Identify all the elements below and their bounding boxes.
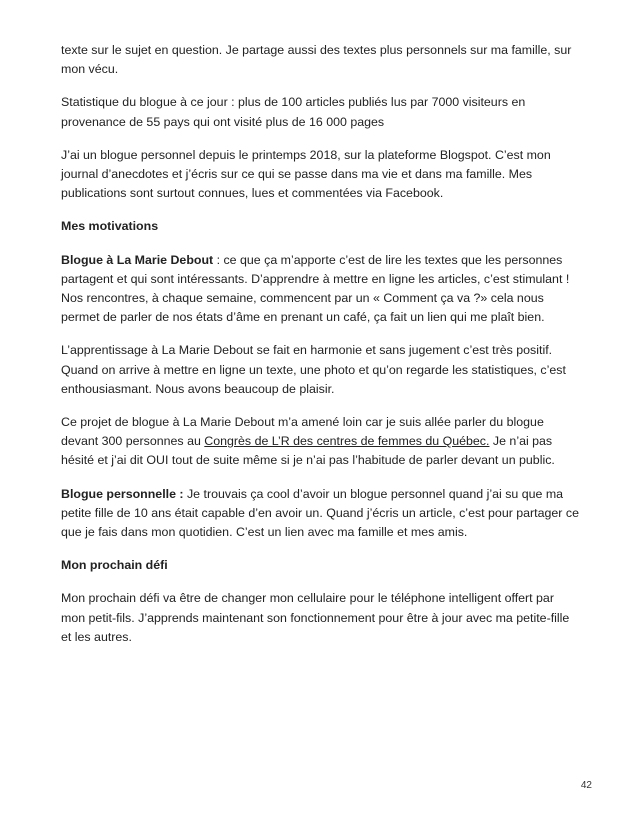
paragraph-lead-blogue-personnelle: Blogue personnelle : — [61, 486, 184, 501]
paragraph-prochain-defi: Mon prochain défi va être de changer mon cellulaire pour le téléphone intelligent offert par mon petit-fils. J’apprends maintenant son fonctionnement pour être à jour avec ma petite-fille et les autres. — [61, 591, 570, 644]
paragraph-text-blogue-la-marie-debout: : ce que ça m’apporte c’est de lire les textes que les personnes partagent et qui sont intéressants. D’apprendre à mettre en ligne les articles, c’est stimulant ! Nos rencontres, à chaque semaine, commencent par un « Comment ça va ?» cela nous permet de parler de nos états d’âme en prenant un café, ça fait un lien qui me plaît bien. — [61, 252, 570, 325]
paragraph-blog-statistics: Statistique du blogue à ce jour : plus de 100 articles publiés lus par 7000 visiteurs en provenance de 55 pays qui ont visité plus de 16 000 pages — [61, 95, 526, 129]
paragraph-congres-after: Je n’ai pas hésité et j’ai dit OUI tout de suite même si je n’ai pas l’habitude de parler devant un public. — [61, 434, 555, 468]
paragraph-personal-blog-intro: J’ai un blogue personnel depuis le printemps 2018, sur la plateforme Blogspot. C’est mon journal d’anecdotes et j’écris sur ce qui se passe dans ma vie et dans ma famille. Mes publications sont surtout connues, lues et commentées via Facebook. — [61, 147, 551, 201]
paragraph-apprentissage: L’apprentissage à La Marie Debout se fait en harmonie et sans jugement c’est très positif. Quand on arrive à mettre en ligne un texte, une photo et qu’on regarde les statistiques, c’est enthousiasmant. Nous avons beaucoup de plaisir. — [61, 343, 566, 396]
paragraph-lead-blogue-la-marie-debout: Blogue à La Marie Debout — [61, 252, 214, 267]
paragraph-blogue-la-marie-debout — [61, 251, 581, 328]
paragraph-intro-continuation: texte sur le sujet en question. Je partage aussi des textes plus personnels sur ma famille, sur mon vécu. — [61, 43, 572, 77]
paragraph-blogue-personnelle — [61, 485, 581, 543]
paragraph-congres — [61, 413, 581, 471]
heading-prochain-defi: Mon prochain défi — [61, 558, 168, 573]
paragraph-congres-before: Ce projet de blogue à La Marie Debout m’a amené loin car je suis allée parler du blogue devant 300 personnes au — [61, 415, 544, 449]
page-number: 42 — [580, 780, 592, 791]
document-page — [61, 41, 581, 661]
paragraph-text-blogue-personnelle: Je trouvais ça cool d’avoir un blogue personnel quand j’ai su que ma petite fille de 10 ans était capable d’en avoir un. Quand j’écris un article, c’est pour partager ce que je fais dans mon quotidien. C’est un lien avec ma famille et mes amis. — [61, 486, 579, 540]
congres-link[interactable]: Congrès de L’R des centres de femmes du Québec. — [204, 434, 490, 449]
heading-motivations: Mes motivations — [61, 219, 159, 234]
